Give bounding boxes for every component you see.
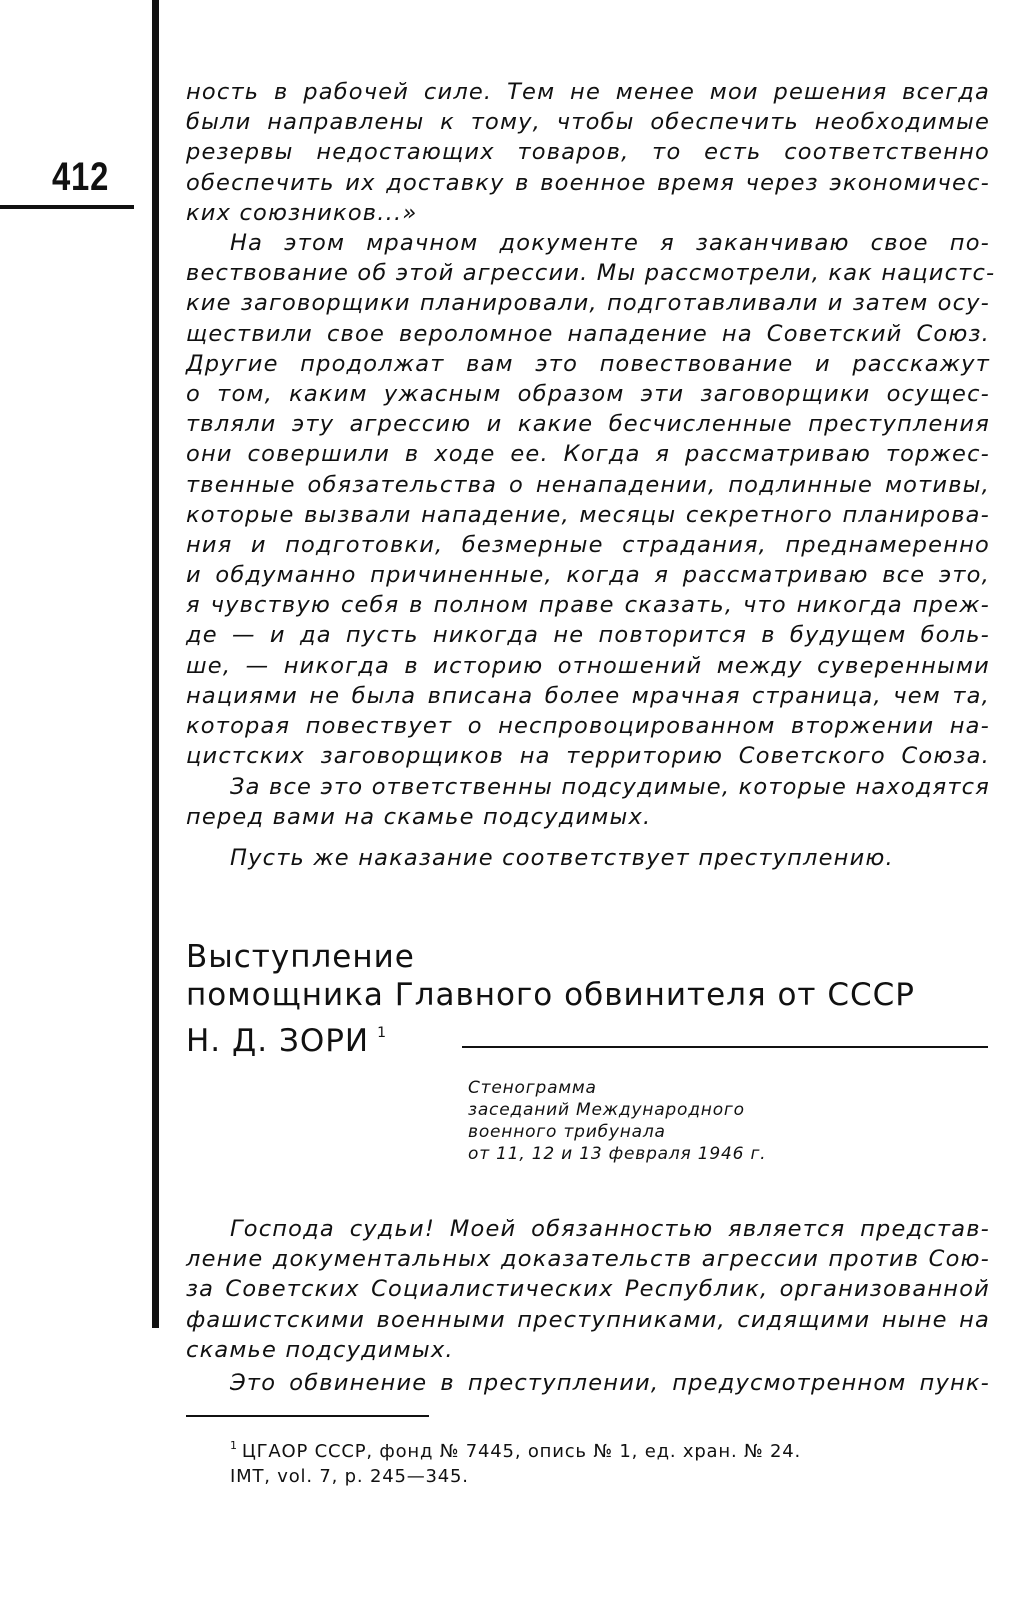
text-line: ществили свое вероломное нападение на Советский Союз. (186, 320, 990, 347)
text-line: Пусть же наказание соответствует преступлению. (230, 845, 894, 871)
footnote (230, 1433, 801, 1489)
footnote-text: ЦГАОР СССР, фонд № 7445, опись № 1, ед. хран. № 24. (241, 1441, 802, 1462)
text-line: твляли эту агрессию и какие бесчисленные преступления (186, 411, 990, 438)
text-line: я чувствую себя в полном праве сказать, что никогда преж- (186, 592, 990, 619)
epigraph-line: военного трибунала (468, 1122, 666, 1142)
text-line: твенные обязательства о ненападении, подлинные мотивы, (186, 471, 990, 498)
paragraph-responsibility (186, 772, 990, 832)
text-line: За все это ответственны подсудимые, которые находятся (230, 774, 990, 800)
heading-line: помощника Главного обвинителя от СССР (186, 977, 915, 1013)
footnote-line (230, 1433, 801, 1464)
text-line: На этом мрачном документе я заканчиваю свое по- (230, 230, 990, 256)
text-line: за Советских Социалистических Республик, организованной (186, 1276, 990, 1303)
text-line: ния и подготовки, безмерные страдания, преднамеренно (186, 531, 990, 558)
text-line: кие заговорщики планировали, подготавливали и затем осу- (186, 290, 990, 317)
epigraph-line: Стенограмма (468, 1078, 597, 1098)
paragraph-continuation (186, 77, 990, 228)
text-line: которые вызвали нападение, месяцы секретного планирова- (186, 501, 990, 528)
epigraph-line: от 11, 12 и 13 февраля 1946 г. (468, 1144, 767, 1164)
text-line: де — и да пусть никогда не повторится в будущем боль- (186, 622, 990, 649)
text-line: вествование об этой агрессии. Мы рассмотрели, как нацистс- (186, 260, 996, 287)
text-line: ление документальных доказательств агрессии против Сою- (186, 1246, 990, 1273)
text-line: которая повествует о неспровоцированном вторжении на- (186, 713, 990, 739)
paragraph-speech (186, 1214, 990, 1365)
text-line: цистских заговорщиков на территорию Советского Союза. (186, 743, 990, 770)
epigraph-line: заседаний Международного (468, 1100, 745, 1120)
text-line: были направлены к тому, чтобы обеспечить необходимые (186, 109, 990, 136)
source-epigraph (468, 1077, 766, 1165)
text-line: ких союзников...» (186, 199, 418, 226)
text-line: Другие продолжат вам это повествование и расскажут (186, 350, 990, 377)
heading-line: Выступление (186, 939, 415, 975)
heading-speaker-name: Н. Д. ЗОРИ (186, 1023, 370, 1059)
page-number: 412 (52, 155, 110, 199)
text-line: перед вами на скамье подсудимых. (186, 804, 652, 831)
heading-line (186, 1014, 915, 1060)
margin-vertical-rule (152, 0, 159, 1328)
footnote-line: IMT, vol. 7, p. 245—345. (230, 1466, 469, 1487)
paragraph-punishment (186, 843, 990, 873)
footnote-reference: 1 (377, 1025, 388, 1041)
footnote-mark: 1 (230, 1439, 238, 1452)
text-line: нациями не была вписана более мрачная страница, чем та, (186, 682, 990, 709)
text-line: фашистскими военными преступниками, сидящими ныне на (186, 1306, 990, 1333)
footnote-divider (186, 1415, 429, 1417)
section-heading (186, 938, 915, 1060)
paragraph-main (186, 228, 996, 771)
paragraph-charge (186, 1368, 990, 1398)
text-line: Господа судьи! Моей обязанностью является представ- (230, 1216, 990, 1242)
text-line: о том, каким ужасным образом эти заговорщики осущес- (186, 380, 990, 407)
heading-divider (462, 1046, 988, 1048)
text-line: скамье подсудимых. (186, 1336, 454, 1363)
page-number-underline (0, 205, 134, 209)
text-line: ше, — никогда в историю отношений между суверенными (186, 652, 990, 679)
text-line: обеспечить их доставку в военное время через экономичес- (186, 169, 990, 196)
text-line: ность в рабочей силе. Тем не менее мои решения всегда (186, 79, 990, 105)
text-line: резервы недостающих товаров, то есть соответственно (186, 139, 990, 166)
text-line: они совершили в ходе ее. Когда я рассматриваю торжес- (186, 441, 990, 468)
text-line: Это обвинение в преступлении, предусмотренном пунк- (230, 1370, 990, 1396)
text-line: и обдуманно причиненные, когда я рассматриваю все это, (186, 562, 990, 589)
